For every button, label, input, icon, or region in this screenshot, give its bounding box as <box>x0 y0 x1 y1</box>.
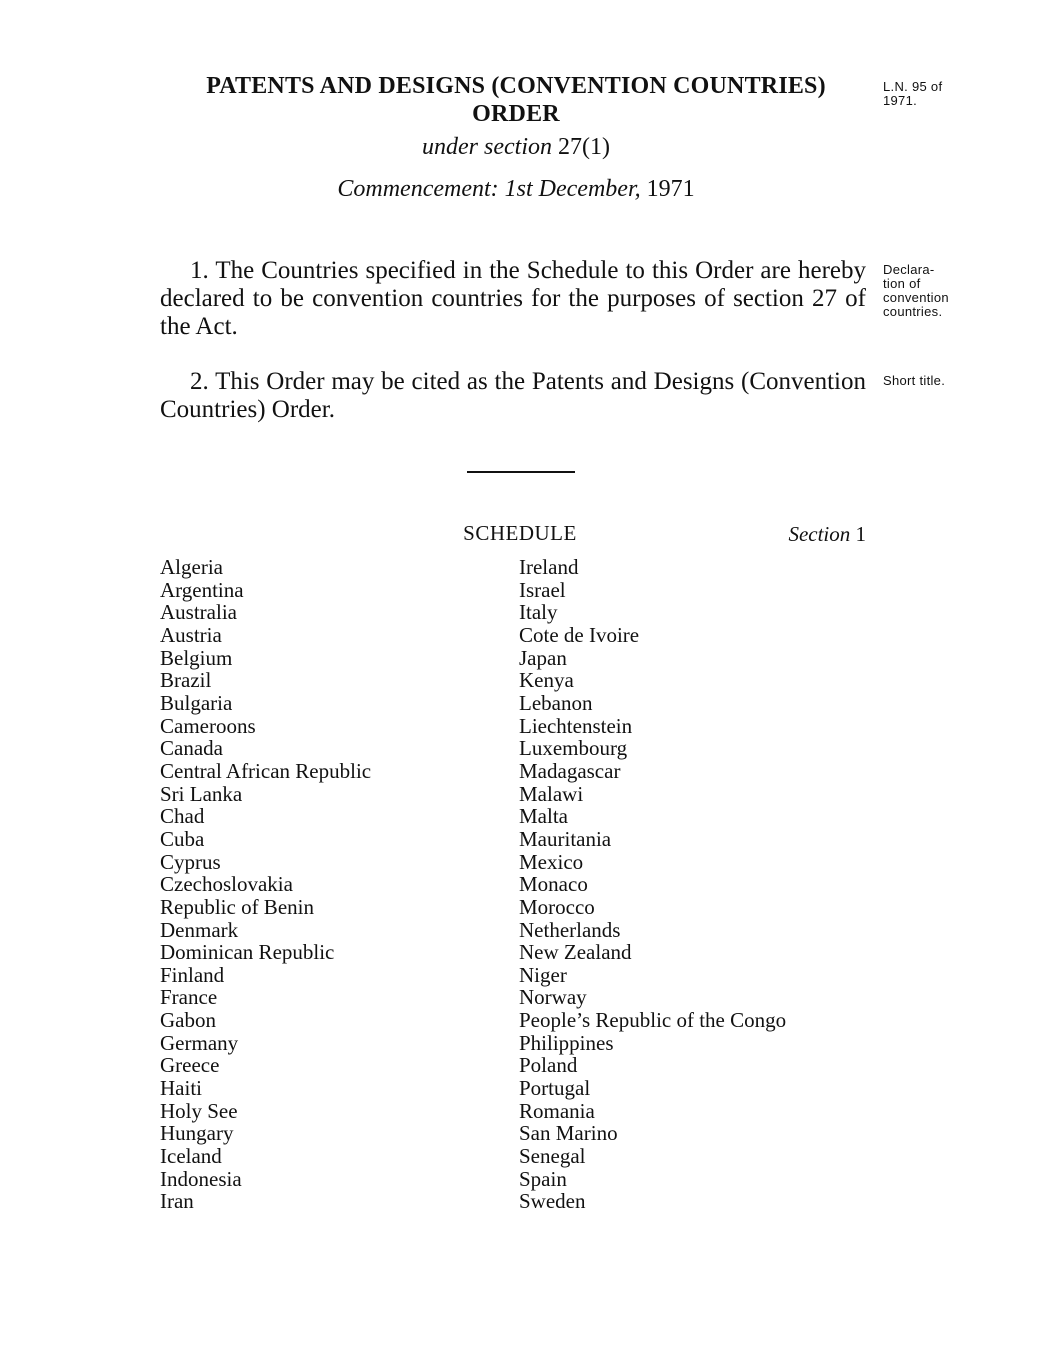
under-section-label: under section <box>422 134 552 160</box>
country-item: Romania <box>519 1098 595 1123</box>
paragraph-2: 2. This Order may be cited as the Patents and Designs (Convention Countries) Order. <box>160 368 866 423</box>
commencement-day: 1st <box>504 176 533 202</box>
country-item: Niger <box>519 962 567 987</box>
margin-note-declaration <box>883 263 949 319</box>
section-divider <box>467 471 575 473</box>
legal-notice-reference <box>883 80 942 108</box>
country-item: Central African Republic <box>160 758 372 783</box>
country-item: Gabon <box>160 1008 216 1033</box>
title-line-2: ORDER <box>472 101 560 127</box>
country-item: Poland <box>519 1053 578 1078</box>
schedule-section-reference <box>740 522 866 547</box>
country-item: Czechoslovakia <box>160 872 293 897</box>
country-item: Sweden <box>519 1189 586 1214</box>
country-item: New Zealand <box>519 940 632 965</box>
country-item: Spain <box>519 1166 567 1191</box>
enabling-section <box>160 133 872 161</box>
schedule-column-2 <box>519 556 786 1213</box>
country-item: Norway <box>519 985 587 1010</box>
country-item: Monaco <box>519 872 588 897</box>
country-item: San Marino <box>519 1121 618 1146</box>
country-item: Bulgaria <box>160 690 233 715</box>
country-item: Malawi <box>519 781 584 806</box>
country-item: Haiti <box>160 1076 202 1101</box>
commencement-month: December, <box>538 176 641 202</box>
country-item: Denmark <box>160 917 239 942</box>
commencement-label: Commencement: <box>337 176 499 202</box>
country-item: Senegal <box>519 1144 586 1169</box>
country-item: Sri Lanka <box>160 781 243 806</box>
country-item: Cyprus <box>160 849 221 874</box>
country-item: Cote de Ivoire <box>519 622 640 647</box>
country-item: Indonesia <box>160 1166 242 1191</box>
country-item: Madagascar <box>519 758 621 783</box>
schedule-column-1 <box>160 556 371 1213</box>
country-item: People’s Republic of the Congo <box>519 1008 787 1033</box>
country-item: Belgium <box>160 645 233 670</box>
margin-note-line: tion of <box>883 276 921 291</box>
country-item: Australia <box>160 600 237 625</box>
ln-line-1: L.N. 95 of <box>883 79 943 94</box>
section-number: 1 <box>855 522 866 546</box>
country-item: Portugal <box>519 1076 591 1101</box>
country-item: Mexico <box>519 849 584 874</box>
country-item: Austria <box>160 622 222 647</box>
country-item: Morocco <box>519 894 595 919</box>
country-item: Netherlands <box>519 917 621 942</box>
country-item: Argentina <box>160 577 244 602</box>
country-item: Philippines <box>519 1030 614 1055</box>
country-item: Brazil <box>160 668 212 693</box>
country-item: Liechtenstein <box>519 713 633 738</box>
country-item: Dominican Republic <box>160 940 335 965</box>
country-item: Cameroons <box>160 713 256 738</box>
country-item: Israel <box>519 577 566 602</box>
country-item: Luxembourg <box>519 736 628 761</box>
country-item: Ireland <box>519 555 579 579</box>
margin-note-line: Short title. <box>883 373 946 388</box>
country-item: Chad <box>160 804 205 829</box>
country-item: Japan <box>519 645 567 670</box>
country-item: Republic of Benin <box>160 894 314 919</box>
section-word: Section <box>788 522 851 546</box>
country-item: Italy <box>519 600 558 625</box>
country-item: Holy See <box>160 1098 238 1123</box>
country-item: Iceland <box>160 1144 222 1169</box>
country-item: Germany <box>160 1030 239 1055</box>
country-item: Algeria <box>160 555 223 579</box>
paragraph-1: 1. The Countries specified in the Schedule to this Order are hereby declared to be convention countries for the purposes of section 27 of the Act. <box>160 257 866 340</box>
under-section-ref: 27(1) <box>558 134 610 160</box>
margin-note-line: convention <box>883 290 949 305</box>
country-item: Malta <box>519 804 568 829</box>
country-item: Hungary <box>160 1121 234 1146</box>
country-item: Cuba <box>160 826 205 851</box>
country-item: France <box>160 985 218 1010</box>
title-line-1: PATENTS AND DESIGNS (CONVENTION COUNTRIES) <box>206 73 826 99</box>
commencement-year: 1971 <box>646 176 695 202</box>
country-item: Lebanon <box>519 690 593 715</box>
margin-note-line: countries. <box>883 304 943 319</box>
country-item: Kenya <box>519 668 574 693</box>
country-item: Mauritania <box>519 826 612 851</box>
commencement <box>160 175 872 203</box>
ln-line-2: 1971. <box>883 93 918 108</box>
country-item: Finland <box>160 962 225 987</box>
margin-note-short-title <box>883 374 945 388</box>
country-item: Iran <box>160 1189 194 1214</box>
country-item: Greece <box>160 1053 220 1078</box>
margin-note-line: Declara- <box>883 262 935 277</box>
document-title <box>160 72 872 128</box>
country-item: Canada <box>160 736 223 761</box>
schedule-heading: SCHEDULE <box>463 521 577 545</box>
